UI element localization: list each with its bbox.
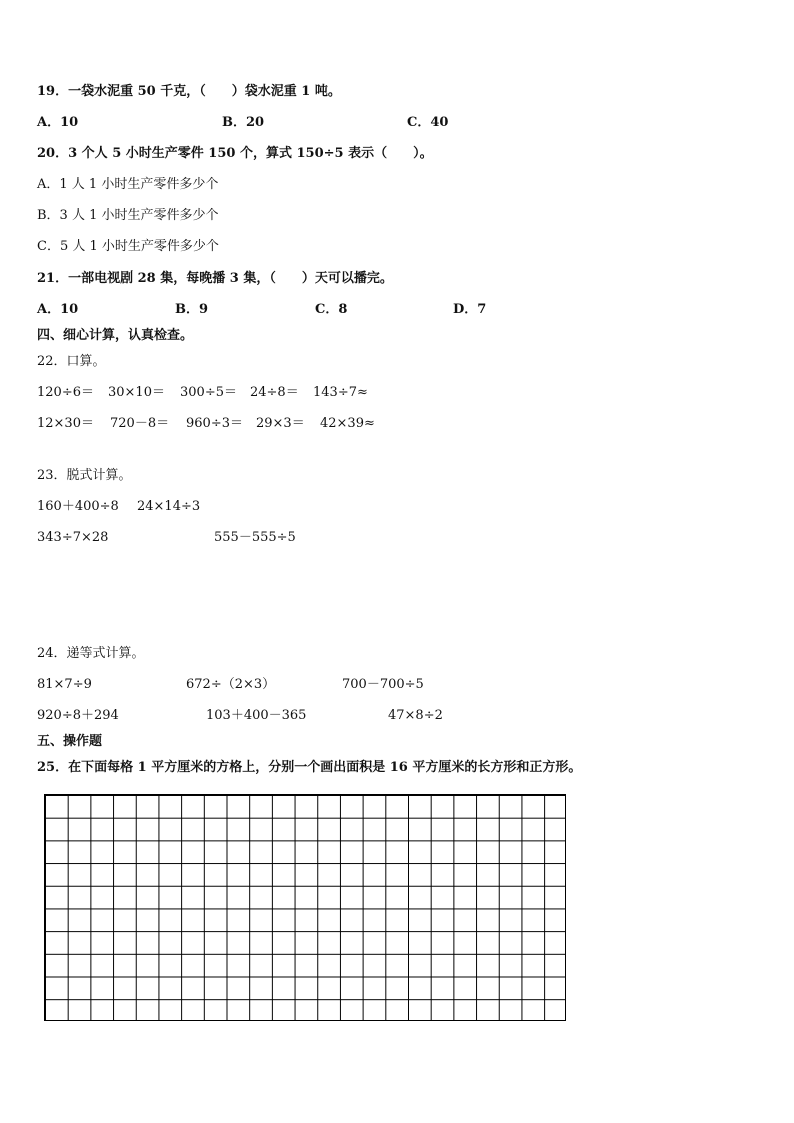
q24-item: 672÷（2×3） [186, 677, 276, 692]
q22-stem: 22．口算。 [37, 354, 106, 369]
q23-item: 160＋400÷8 [37, 499, 119, 514]
section-4-heading: 四、细心计算，认真检查。 [37, 328, 194, 343]
q19-option-c: C．40 [407, 115, 449, 130]
q21-option-d: D．7 [453, 302, 487, 317]
q19-option-b: B．20 [222, 115, 265, 130]
q23-item: 555－555÷5 [214, 530, 296, 545]
q22-item: 42×39≈ [320, 416, 375, 431]
q23-item: 24×14÷3 [137, 499, 201, 514]
q20-stem: 20．3 个人 5 小时生产零件 150 个，算式 150÷5 表示（ ）。 [37, 146, 433, 161]
q19-stem: 19．一袋水泥重 50 千克，（ ）袋水泥重 1 吨。 [37, 84, 341, 99]
q24-item: 700－700÷5 [342, 677, 424, 692]
q23-item: 343÷7×28 [37, 530, 109, 545]
q22-item: 143÷7≈ [313, 385, 368, 400]
q24-item: 103＋400－365 [206, 708, 307, 723]
q22-item: 300÷5＝ [180, 385, 237, 400]
q19-option-a: A．10 [37, 115, 79, 130]
q21-stem: 21．一部电视剧 28 集，每晚播 3 集，（ ）天可以播完。 [37, 271, 393, 286]
q24-item: 920÷8＋294 [37, 708, 119, 723]
q20-option-c: C．5 人 1 小时生产零件多少个 [37, 239, 219, 254]
q22-item: 24÷8＝ [250, 385, 299, 400]
q24-item: 47×8÷2 [388, 708, 443, 723]
square-grid[interactable] [44, 794, 566, 1021]
q22-item: 960÷3＝ [186, 416, 243, 431]
q22-item: 29×3＝ [256, 416, 305, 431]
q22-item: 12×30＝ [37, 416, 94, 431]
q20-option-b: B．3 人 1 小时生产零件多少个 [37, 208, 219, 223]
q22-item: 720－8＝ [110, 416, 170, 431]
q23-stem: 23．脱式计算。 [37, 468, 132, 483]
section-5-heading: 五、操作题 [37, 734, 103, 749]
q24-stem: 24．递等式计算。 [37, 646, 145, 661]
q25-stem: 25．在下面每格 1 平方厘米的方格上，分别一个画出面积是 16 平方厘米的长方形和正方形。 [37, 760, 582, 775]
q21-option-c: C．8 [315, 302, 348, 317]
q22-item: 30×10＝ [108, 385, 165, 400]
q21-option-b: B．9 [175, 302, 209, 317]
q21-option-a: A．10 [37, 302, 79, 317]
q22-item: 120÷6＝ [37, 385, 94, 400]
q24-item: 81×7÷9 [37, 677, 92, 692]
q20-option-a: A．1 人 1 小时生产零件多少个 [37, 177, 219, 192]
